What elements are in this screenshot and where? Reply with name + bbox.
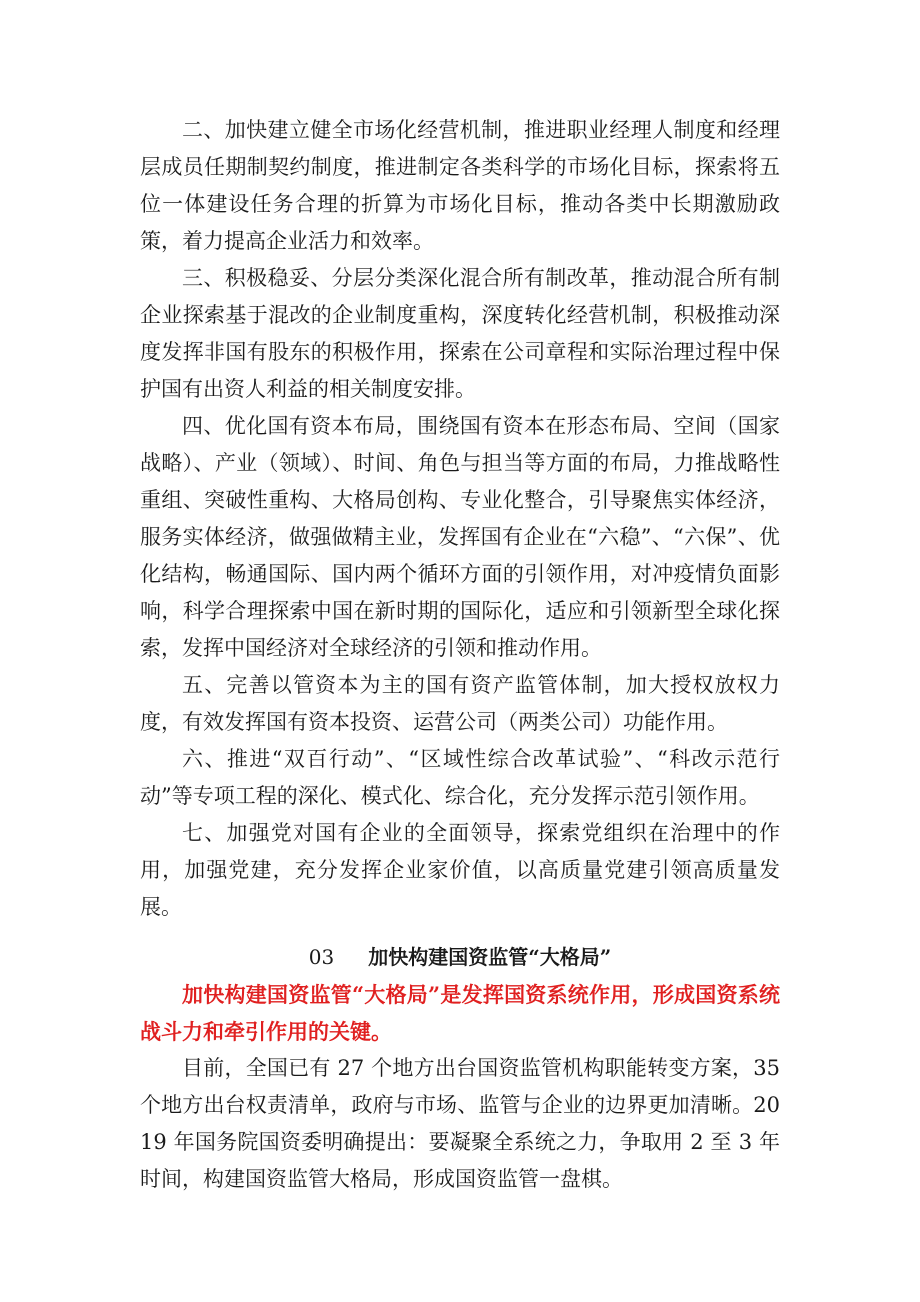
section-number: 03 [308, 945, 335, 969]
paragraph-two: 二、加快建立健全市场化经营机制，推进职业经理人制度和经理层成员任期制契约制度，推进制定各类科学的市场化目标，探索将五位一体建设任务合理的折算为市场化目标，推动各类中长期激励政策，着力提高企业活力和效率。 [140, 118, 780, 253]
section-title: 加快构建国资监管“大格局” [368, 945, 612, 969]
paragraph-current-status: 目前，全国已有 27 个地方出台国资监管机构职能转变方案，35 个地方出台权责清单，政府与市场、监管与企业的边界更加清晰。2019 年国务院国资委明确提出：要凝聚全系统之力，争取用 2 至 3 年时间，构建国资监管大格局，形成国资监管一盘棋。 [140, 1056, 780, 1191]
document-body [140, 112, 780, 1198]
highlight-statement: 加快构建国资监管“大格局”是发挥国资系统作用，形成国资系统战斗力和牵引作用的关键。 [140, 982, 780, 1044]
paragraph-four: 四、优化国有资本布局，围绕国有资本在形态布局、空间（国家战略）、产业（领域）、时间、角色与担当等方面的布局，力推战略性重组、突破性重构、大格局创构、专业化整合，引导聚焦实体经济，服务实体经济，做强做精主业，发挥国有企业在“六稳”、“六保”、优化结构，畅通国际、国内两个循环方面的引领作用，对冲疫情负面影响，科学合理探索中国在新时期的国际化，适应和引领新型全球化探索，发挥中国经济对全球经济的引领和推动作用。 [140, 414, 780, 660]
paragraph-three: 三、积极稳妥、分层分类深化混合所有制改革，推动混合所有制企业探索基于混改的企业制度重构，深度转化经营机制，积极推动深度发挥非国有股东的积极作用，探索在公司章程和实际治理过程中保护国有出资人利益的相关制度安排。 [140, 266, 780, 401]
section-heading [140, 938, 780, 976]
paragraph-seven: 七、加强党对国有企业的全面领导，探索党组织在治理中的作用，加强党建，充分发挥企业家价值，以高质量党建引领高质量发展。 [140, 821, 780, 919]
paragraph-six: 六、推进“双百行动”、“区域性综合改革试验”、“科改示范行动”等专项工程的深化、模式化、综合化，充分发挥示范引领作用。 [140, 747, 780, 808]
paragraph-five: 五、完善以管资本为主的国有资产监管体制，加大授权放权力度，有效发挥国有资本投资、运营公司（两类公司）功能作用。 [140, 673, 780, 734]
